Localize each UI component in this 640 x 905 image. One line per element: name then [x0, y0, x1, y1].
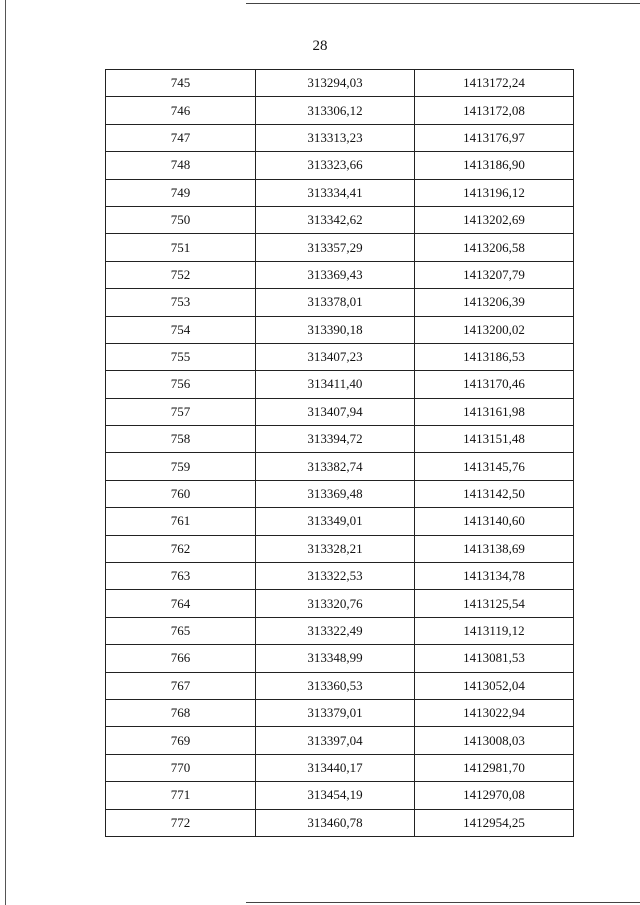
x-coordinate-cell: 313440,17 [256, 754, 415, 781]
y-coordinate-cell: 1413172,24 [415, 70, 574, 97]
table-row [106, 97, 574, 124]
x-coordinate-cell: 313460,78 [256, 809, 415, 836]
table-row [106, 727, 574, 754]
table-row [106, 590, 574, 617]
point-number-cell: 771 [106, 782, 256, 809]
point-number-cell: 758 [106, 426, 256, 453]
x-coordinate-cell: 313342,62 [256, 206, 415, 233]
y-coordinate-cell: 1413008,03 [415, 727, 574, 754]
point-number-cell: 748 [106, 152, 256, 179]
point-number-cell: 756 [106, 371, 256, 398]
y-coordinate-cell: 1413145,76 [415, 453, 574, 480]
table-row [106, 206, 574, 233]
point-number-cell: 752 [106, 261, 256, 288]
point-number-cell: 764 [106, 590, 256, 617]
y-coordinate-cell: 1413138,69 [415, 535, 574, 562]
table-row [106, 699, 574, 726]
y-coordinate-cell: 1412970,08 [415, 782, 574, 809]
point-number-cell: 762 [106, 535, 256, 562]
table-row [106, 535, 574, 562]
x-coordinate-cell: 313407,23 [256, 343, 415, 370]
coordinates-table-body [106, 70, 574, 837]
y-coordinate-cell: 1413170,46 [415, 371, 574, 398]
table-row [106, 508, 574, 535]
point-number-cell: 754 [106, 316, 256, 343]
x-coordinate-cell: 313306,12 [256, 97, 415, 124]
table-row [106, 480, 574, 507]
y-coordinate-cell: 1413206,58 [415, 234, 574, 261]
table-row [106, 645, 574, 672]
x-coordinate-cell: 313394,72 [256, 426, 415, 453]
table-row [106, 124, 574, 151]
y-coordinate-cell: 1412954,25 [415, 809, 574, 836]
point-number-cell: 751 [106, 234, 256, 261]
x-coordinate-cell: 313320,76 [256, 590, 415, 617]
point-number-cell: 746 [106, 97, 256, 124]
y-coordinate-cell: 1413206,39 [415, 289, 574, 316]
table-row [106, 234, 574, 261]
table-row [106, 179, 574, 206]
x-coordinate-cell: 313334,41 [256, 179, 415, 206]
table-row [106, 70, 574, 97]
table-row [106, 343, 574, 370]
x-coordinate-cell: 313454,19 [256, 782, 415, 809]
x-coordinate-cell: 313322,53 [256, 563, 415, 590]
point-number-cell: 761 [106, 508, 256, 535]
x-coordinate-cell: 313378,01 [256, 289, 415, 316]
y-coordinate-cell: 1413196,12 [415, 179, 574, 206]
point-number-cell: 767 [106, 672, 256, 699]
table-row [106, 809, 574, 836]
table-row [106, 152, 574, 179]
table-row [106, 453, 574, 480]
y-coordinate-cell: 1413172,08 [415, 97, 574, 124]
x-coordinate-cell: 313348,99 [256, 645, 415, 672]
table-row [106, 782, 574, 809]
y-coordinate-cell: 1413207,79 [415, 261, 574, 288]
y-coordinate-cell: 1412981,70 [415, 754, 574, 781]
x-coordinate-cell: 313328,21 [256, 535, 415, 562]
point-number-cell: 745 [106, 70, 256, 97]
x-coordinate-cell: 313369,43 [256, 261, 415, 288]
x-coordinate-cell: 313390,18 [256, 316, 415, 343]
point-number-cell: 760 [106, 480, 256, 507]
table-row [106, 261, 574, 288]
x-coordinate-cell: 313313,23 [256, 124, 415, 151]
x-coordinate-cell: 313294,03 [256, 70, 415, 97]
table-row [106, 371, 574, 398]
y-coordinate-cell: 1413022,94 [415, 699, 574, 726]
y-coordinate-cell: 1413186,90 [415, 152, 574, 179]
x-coordinate-cell: 313379,01 [256, 699, 415, 726]
y-coordinate-cell: 1413125,54 [415, 590, 574, 617]
y-coordinate-cell: 1413052,04 [415, 672, 574, 699]
x-coordinate-cell: 313369,48 [256, 480, 415, 507]
point-number-cell: 749 [106, 179, 256, 206]
point-number-cell: 770 [106, 754, 256, 781]
table-row [106, 563, 574, 590]
point-number-cell: 768 [106, 699, 256, 726]
table-row [106, 754, 574, 781]
y-coordinate-cell: 1413134,78 [415, 563, 574, 590]
y-coordinate-cell: 1413140,60 [415, 508, 574, 535]
y-coordinate-cell: 1413151,48 [415, 426, 574, 453]
coordinates-table [105, 69, 574, 837]
table-row [106, 426, 574, 453]
point-number-cell: 766 [106, 645, 256, 672]
table-row [106, 672, 574, 699]
point-number-cell: 772 [106, 809, 256, 836]
y-coordinate-cell: 1413186,53 [415, 343, 574, 370]
table-row [106, 316, 574, 343]
point-number-cell: 747 [106, 124, 256, 151]
point-number-cell: 769 [106, 727, 256, 754]
x-coordinate-cell: 313349,01 [256, 508, 415, 535]
point-number-cell: 755 [106, 343, 256, 370]
x-coordinate-cell: 313323,66 [256, 152, 415, 179]
point-number-cell: 757 [106, 398, 256, 425]
table-row [106, 617, 574, 644]
x-coordinate-cell: 313397,04 [256, 727, 415, 754]
x-coordinate-cell: 313407,94 [256, 398, 415, 425]
x-coordinate-cell: 313322,49 [256, 617, 415, 644]
scan-edge-top [246, 3, 640, 4]
point-number-cell: 765 [106, 617, 256, 644]
y-coordinate-cell: 1413176,97 [415, 124, 574, 151]
point-number-cell: 763 [106, 563, 256, 590]
point-number-cell: 759 [106, 453, 256, 480]
x-coordinate-cell: 313382,74 [256, 453, 415, 480]
x-coordinate-cell: 313411,40 [256, 371, 415, 398]
point-number-cell: 753 [106, 289, 256, 316]
page-number: 28 [312, 38, 328, 54]
scan-edge-left [5, 0, 6, 905]
table-row [106, 289, 574, 316]
x-coordinate-cell: 313360,53 [256, 672, 415, 699]
y-coordinate-cell: 1413142,50 [415, 480, 574, 507]
scan-edge-bottom [246, 902, 640, 903]
point-number-cell: 750 [106, 206, 256, 233]
y-coordinate-cell: 1413202,69 [415, 206, 574, 233]
y-coordinate-cell: 1413081,53 [415, 645, 574, 672]
y-coordinate-cell: 1413161,98 [415, 398, 574, 425]
table-row [106, 398, 574, 425]
y-coordinate-cell: 1413200,02 [415, 316, 574, 343]
y-coordinate-cell: 1413119,12 [415, 617, 574, 644]
x-coordinate-cell: 313357,29 [256, 234, 415, 261]
